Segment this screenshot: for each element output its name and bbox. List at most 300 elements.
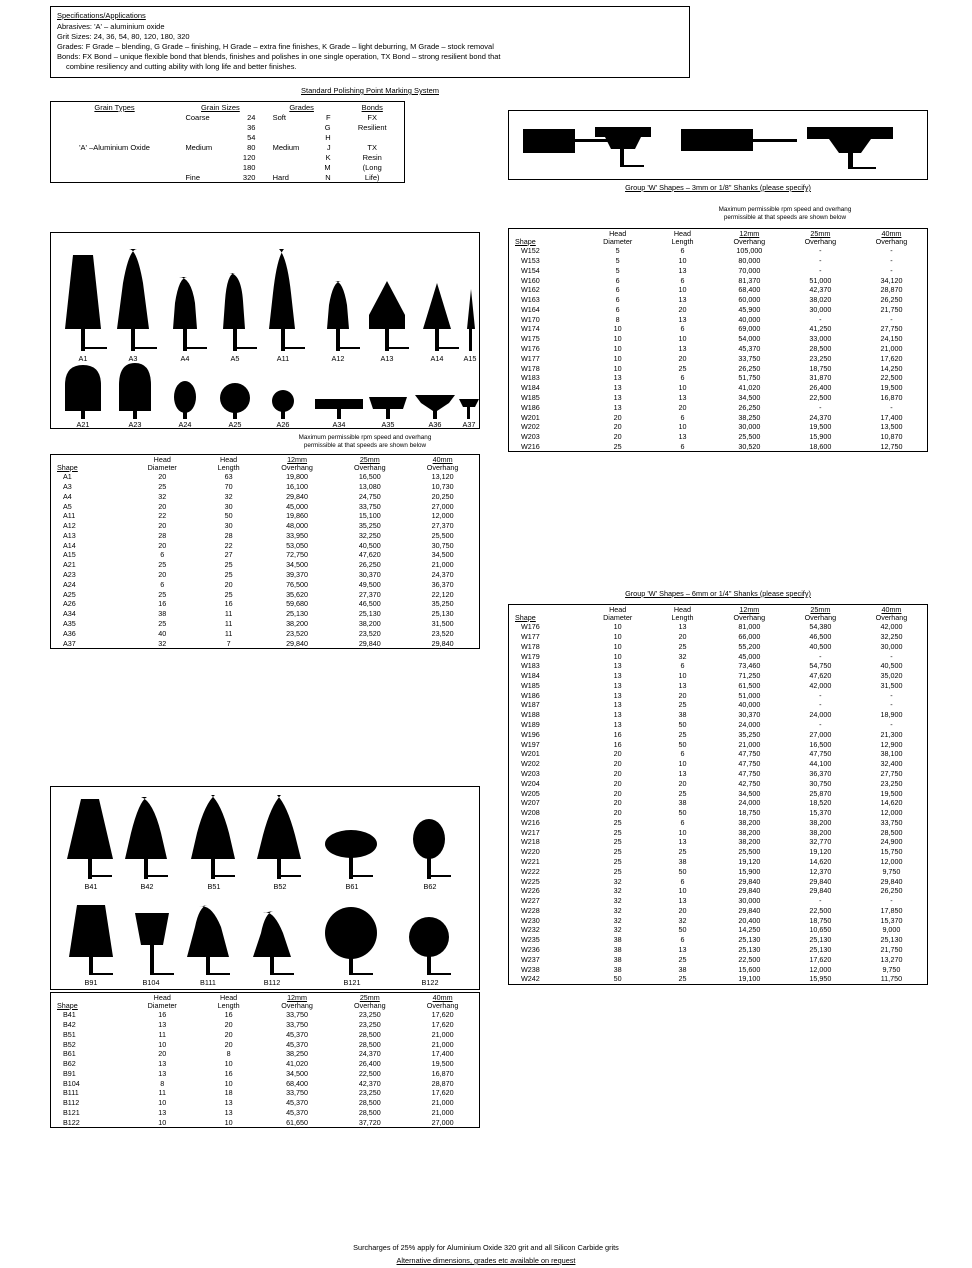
table-a-body [51, 472, 479, 648]
cell-overhang-25mm: 12,370 [809, 866, 832, 876]
cell-overhang-40mm: - [890, 314, 893, 324]
cell-overhang-40mm: 35,250 [431, 599, 454, 609]
cell-head-length: 32 [224, 491, 233, 501]
cell-head-length: 28 [224, 530, 233, 540]
table-w6mm [508, 604, 928, 985]
cell-shape: A13 [63, 530, 76, 540]
cell-overhang-12mm: 30,520 [738, 441, 761, 451]
table-row [509, 876, 927, 886]
cell-shape: W188 [521, 710, 540, 720]
cell-shape: A21 [63, 560, 76, 570]
cell-overhang-25mm: 51,000 [809, 275, 832, 285]
cell-overhang-25mm: 32,250 [358, 530, 381, 540]
cell-overhang-12mm: 61,500 [738, 680, 761, 690]
cell-shape: W178 [521, 641, 540, 651]
table-row [509, 788, 927, 798]
cell-head-length: 13 [678, 768, 687, 778]
cell-head-length: 63 [224, 472, 233, 482]
cell-shape: W204 [521, 778, 540, 788]
cell-shape: W154 [521, 265, 540, 275]
cell-head-diameter: 10 [613, 334, 622, 344]
cell-overhang-12mm: 45,370 [286, 1029, 309, 1039]
cell-overhang-40mm: 27,000 [431, 1117, 454, 1127]
cell-head-length: 6 [680, 412, 685, 422]
cell-overhang-40mm: - [890, 720, 893, 730]
cell-overhang-40mm: 25,130 [431, 609, 454, 619]
table-row [51, 619, 479, 629]
cell-head-length: 10 [224, 1059, 233, 1069]
cell-head-diameter: 32 [613, 915, 622, 925]
cell-overhang-12mm: 19,800 [286, 472, 309, 482]
cell-overhang-12mm: 29,840 [286, 638, 309, 648]
a-shapes-figure [50, 232, 480, 429]
table-row [509, 827, 927, 837]
svg-text:A3: A3 [128, 354, 138, 363]
table-row: Coarse 24 Soft F FX [185, 112, 378, 122]
cell-overhang-40mm: 33,750 [880, 817, 903, 827]
cell-overhang-25mm: 46,500 [358, 599, 381, 609]
cell-head-diameter: 20 [158, 1049, 167, 1059]
cell-overhang-12mm: 25,130 [738, 945, 761, 955]
cell-overhang-40mm: 12,000 [880, 808, 903, 818]
table-row [509, 383, 927, 393]
table-row [509, 700, 927, 710]
cell-overhang-40mm: 38,100 [880, 749, 903, 759]
cell-overhang-40mm: 9,750 [882, 964, 901, 974]
table-row [509, 314, 927, 324]
cell-overhang-25mm: 25,130 [809, 945, 832, 955]
cell-overhang-25mm: 31,870 [809, 373, 832, 383]
cell-overhang-40mm: 32,400 [880, 759, 903, 769]
cell-overhang-40mm: 29,840 [431, 638, 454, 648]
svg-text:B52: B52 [273, 882, 287, 891]
cell-overhang-25mm: 30,000 [809, 304, 832, 314]
cell-shape: B111 [63, 1088, 79, 1098]
cell-overhang-25mm: 42,000 [809, 680, 832, 690]
cell-head-diameter: 10 [158, 1039, 167, 1049]
cell-head-diameter: 13 [613, 671, 622, 681]
cell-overhang-12mm: 72,750 [286, 550, 309, 560]
cell-head-diameter: 6 [615, 304, 620, 314]
cell-head-length: 6 [680, 441, 685, 451]
cell-shape: A3 [63, 482, 72, 492]
cell-overhang-25mm: 35,250 [358, 521, 381, 531]
cell-overhang-40mm: 21,000 [431, 1039, 454, 1049]
cell-head-length: 50 [678, 720, 687, 730]
cell-head-diameter: 22 [158, 511, 167, 521]
w-shapes-3mm-caption: Group 'W' Shapes – 3mm or 1/8" Shanks (please specify) [625, 183, 811, 192]
cell-overhang-12mm: 40,000 [738, 700, 761, 710]
cell-overhang-40mm: - [890, 256, 893, 266]
cell-head-length: 27 [224, 550, 233, 560]
cell-head-length: 6 [680, 324, 685, 334]
table-row [509, 778, 927, 788]
cell-head-length: 13 [678, 945, 687, 955]
cell-head-diameter: 20 [158, 521, 167, 531]
cell-overhang-25mm: 26,250 [358, 560, 381, 570]
cell-overhang-25mm: 29,840 [809, 876, 832, 886]
cell-overhang-40mm: 27,750 [880, 768, 903, 778]
cell-overhang-25mm: 40,500 [809, 641, 832, 651]
cell-overhang-12mm: 68,400 [738, 285, 761, 295]
cell-head-length: 11 [224, 609, 233, 619]
cell-head-length: 25 [678, 954, 687, 964]
cell-head-length: 10 [678, 256, 687, 266]
cell-overhang-40mm: 28,870 [880, 285, 903, 295]
table-row [509, 432, 927, 442]
cell-overhang-12mm: 30,370 [738, 710, 761, 720]
cell-overhang-12mm: 16,100 [286, 482, 309, 492]
cell-overhang-12mm: 30,000 [738, 422, 761, 432]
cell-overhang-12mm: 38,200 [286, 618, 309, 628]
cell-shape: W184 [521, 671, 540, 681]
table-row [509, 935, 927, 945]
cell-overhang-12mm: 45,900 [738, 304, 761, 314]
cell-shape: W186 [521, 690, 540, 700]
marking-system-title-text: Standard Polishing Point Marking System [301, 86, 439, 95]
cell-overhang-12mm: 29,840 [286, 491, 309, 501]
cell-overhang-12mm: 59,680 [286, 599, 309, 609]
table-row [51, 1078, 479, 1088]
cell-overhang-40mm: 21,000 [880, 344, 903, 354]
cell-overhang-12mm: 21,000 [738, 739, 761, 749]
svg-text:A24: A24 [178, 420, 192, 428]
cell-shape: W232 [521, 925, 540, 935]
cell-overhang-40mm: 27,000 [431, 501, 454, 511]
table-row [51, 1098, 479, 1108]
cell-overhang-12mm: 60,000 [738, 295, 761, 305]
cell-overhang-25mm: 42,370 [809, 285, 832, 295]
cell-overhang-25mm: - [819, 720, 822, 730]
cell-overhang-25mm: - [819, 690, 822, 700]
cell-head-length: 25 [678, 788, 687, 798]
specifications-box [50, 6, 690, 78]
cell-shape: W197 [521, 739, 540, 749]
table-row [509, 412, 927, 422]
cell-head-diameter: 13 [158, 1068, 167, 1078]
table-row [51, 540, 479, 550]
svg-text:A5: A5 [230, 354, 240, 363]
cell-head-diameter: 20 [613, 798, 622, 808]
table-row: 180 M (Long [242, 162, 382, 172]
svg-text:A35: A35 [381, 420, 395, 428]
cell-shape: W153 [521, 256, 540, 266]
cell-overhang-12mm: 19,120 [738, 856, 761, 866]
cell-overhang-12mm: 40,000 [738, 314, 761, 324]
table-row [51, 1108, 479, 1118]
cell-overhang-25mm: - [819, 700, 822, 710]
table-row [509, 964, 927, 974]
cell-head-diameter: 20 [613, 412, 622, 422]
cell-head-diameter: 25 [158, 482, 167, 492]
cell-overhang-25mm: 47,620 [809, 671, 832, 681]
cell-overhang-25mm: 49,500 [358, 579, 381, 589]
cell-overhang-12mm: 53,050 [286, 540, 309, 550]
cell-head-diameter: 16 [158, 1010, 167, 1020]
svg-text:B112: B112 [263, 978, 281, 987]
cell-shape: W177 [521, 353, 540, 363]
svg-text:A36: A36 [428, 420, 442, 428]
table-row [509, 441, 927, 451]
cell-shape: A26 [63, 599, 76, 609]
cell-overhang-40mm: 21,000 [431, 1098, 454, 1108]
table-w3mm [508, 228, 928, 452]
cell-overhang-40mm: 35,020 [880, 671, 903, 681]
cell-head-diameter: 32 [613, 905, 622, 915]
cell-overhang-40mm: 17,620 [431, 1010, 454, 1020]
table-row [509, 739, 927, 749]
table-row [509, 622, 927, 632]
svg-text:A12: A12 [331, 354, 345, 363]
cell-overhang-12mm: 45,370 [286, 1108, 309, 1118]
cell-overhang-25mm: 33,000 [809, 334, 832, 344]
cell-overhang-40mm: 27,750 [880, 324, 903, 334]
cell-overhang-25mm: 14,620 [809, 856, 832, 866]
cell-head-length: 10 [678, 383, 687, 393]
table-row [51, 1117, 479, 1127]
cell-overhang-25mm: 18,520 [809, 798, 832, 808]
cell-overhang-40mm: 14,620 [880, 798, 903, 808]
cell-overhang-12mm: 23,520 [286, 628, 309, 638]
cell-overhang-40mm: 17,620 [431, 1020, 454, 1030]
cell-overhang-12mm: 24,000 [738, 720, 761, 730]
table-row [51, 531, 479, 541]
cell-shape: B122 [63, 1117, 80, 1127]
spec-line-abrasives: Abrasives: 'A' – aluminium oxide [57, 22, 165, 31]
marking-header-grain-sizes: Grain Sizes [201, 102, 240, 112]
cell-overhang-25mm: 29,840 [809, 886, 832, 896]
cell-overhang-40mm: 25,500 [431, 530, 454, 540]
cell-overhang-12mm: 68,400 [286, 1078, 309, 1088]
cell-head-length: 25 [678, 974, 687, 984]
cell-head-length: 70 [224, 482, 233, 492]
cell-head-diameter: 13 [613, 690, 622, 700]
svg-text:B91: B91 [84, 978, 98, 987]
cell-overhang-12mm: 29,840 [738, 886, 761, 896]
cell-overhang-12mm: 38,250 [286, 1049, 309, 1059]
cell-overhang-40mm: 21,750 [880, 304, 903, 314]
cell-overhang-25mm: 19,120 [809, 847, 832, 857]
svg-text:B61: B61 [345, 882, 359, 891]
marking-system-title [50, 86, 690, 95]
cell-head-length: 10 [678, 285, 687, 295]
cell-shape: A14 [63, 540, 76, 550]
cell-head-length: 20 [224, 579, 233, 589]
table-row [51, 1088, 479, 1098]
table-row [509, 402, 927, 412]
cell-head-length: 7 [226, 638, 231, 648]
cell-head-length: 13 [224, 1108, 233, 1118]
cell-overhang-40mm: - [890, 651, 893, 661]
cell-shape: W218 [521, 837, 540, 847]
table-row [509, 837, 927, 847]
cell-head-length: 10 [224, 1078, 233, 1088]
cell-head-length: 32 [678, 651, 687, 661]
cell-overhang-12mm: 34,500 [738, 392, 761, 402]
cell-overhang-25mm: 23,250 [358, 1020, 381, 1030]
cell-head-diameter: 8 [160, 1078, 165, 1088]
cell-overhang-40mm: 28,870 [431, 1078, 454, 1088]
table-row [509, 769, 927, 779]
cell-overhang-12mm: 81,370 [738, 275, 761, 285]
table-b-shapes [50, 992, 480, 1128]
svg-text:B41: B41 [84, 882, 98, 891]
cell-head-diameter: 13 [613, 392, 622, 402]
cell-head-length: 6 [680, 373, 685, 383]
table-row [509, 974, 927, 984]
cell-overhang-25mm: 28,500 [809, 344, 832, 354]
cell-shape: B52 [63, 1039, 76, 1049]
cell-shape: W216 [521, 817, 540, 827]
cell-overhang-40mm: 19,500 [431, 1059, 454, 1069]
cell-overhang-25mm: 47,750 [809, 749, 832, 759]
cell-head-length: 6 [680, 246, 685, 256]
cell-head-diameter: 13 [613, 383, 622, 393]
cell-shape: W178 [521, 363, 540, 373]
cell-overhang-40mm: 19,500 [880, 383, 903, 393]
table-row [509, 265, 927, 275]
cell-head-length: 20 [678, 905, 687, 915]
cell-shape: B121 [63, 1108, 80, 1118]
cell-overhang-12mm: 47,750 [738, 759, 761, 769]
cell-head-length: 25 [678, 847, 687, 857]
svg-text:A25: A25 [228, 420, 242, 428]
cell-overhang-40mm: 24,900 [880, 837, 903, 847]
cell-shape: A36 [63, 628, 76, 638]
cell-shape: W230 [521, 915, 540, 925]
cell-shape: B42 [63, 1020, 76, 1030]
table-w3mm-body [509, 246, 927, 451]
cell-head-diameter: 20 [613, 808, 622, 818]
cell-head-diameter: 8 [615, 314, 620, 324]
cell-overhang-25mm: 22,500 [809, 905, 832, 915]
table-row [509, 305, 927, 315]
cell-overhang-40mm: 20,250 [431, 491, 454, 501]
cell-head-diameter: 25 [613, 817, 622, 827]
cell-overhang-12mm: 25,130 [286, 609, 309, 619]
cell-head-length: 6 [680, 661, 685, 671]
cell-head-diameter: 13 [158, 1059, 167, 1069]
table-row [509, 817, 927, 827]
cell-overhang-12mm: 35,620 [286, 589, 309, 599]
table-row [509, 857, 927, 867]
cell-head-diameter: 32 [613, 876, 622, 886]
cell-head-length: 20 [224, 1029, 233, 1039]
cell-head-length: 50 [678, 808, 687, 818]
cell-head-diameter: 25 [613, 827, 622, 837]
table-row [51, 1039, 479, 1049]
cell-overhang-40mm: 23,520 [431, 628, 454, 638]
table-row [509, 641, 927, 651]
table-row [51, 521, 479, 531]
cell-overhang-25mm: 38,200 [358, 618, 381, 628]
cell-overhang-12mm: 69,000 [738, 324, 761, 334]
cell-overhang-12mm: 47,750 [738, 749, 761, 759]
cell-overhang-25mm: 28,500 [358, 1098, 381, 1108]
cell-overhang-25mm: - [819, 314, 822, 324]
cell-head-diameter: 13 [613, 720, 622, 730]
svg-text:B121: B121 [343, 978, 361, 987]
cell-head-diameter: 6 [160, 579, 165, 589]
cell-overhang-12mm: 61,650 [286, 1117, 309, 1127]
cell-overhang-12mm: 33,950 [286, 530, 309, 540]
cell-overhang-12mm: 105,000 [736, 246, 763, 256]
cell-head-length: 25 [224, 570, 233, 580]
cell-shape: W170 [521, 314, 540, 324]
cell-overhang-40mm: 42,000 [880, 622, 903, 632]
cell-overhang-12mm: 45,000 [286, 501, 309, 511]
spec-line-grades: Grades: F Grade – blending, G Grade – finishing, H Grade – extra fine finishes, K Grade – light deburring, M Grade – stock removal [57, 41, 494, 51]
cell-head-diameter: 38 [613, 935, 622, 945]
cell-shape: A23 [63, 570, 76, 580]
cell-overhang-25mm: 15,900 [809, 432, 832, 442]
cell-shape: W175 [521, 334, 540, 344]
cell-overhang-12mm: 26,250 [738, 363, 761, 373]
cell-overhang-12mm: 29,840 [738, 876, 761, 886]
cell-head-diameter: 32 [158, 491, 167, 501]
cell-overhang-25mm: 32,770 [809, 837, 832, 847]
table-row [509, 422, 927, 432]
cell-overhang-25mm: 24,370 [358, 1049, 381, 1059]
table-row [509, 915, 927, 925]
cell-shape: W202 [521, 759, 540, 769]
cell-shape: A34 [63, 609, 76, 619]
cell-overhang-40mm: 16,870 [880, 392, 903, 402]
rpm-note-w3: Maximum permissible rpm speed and overhang permissible at that speeds are shown below [718, 206, 852, 221]
cell-head-length: 18 [224, 1088, 233, 1098]
cell-shape: W203 [521, 768, 540, 778]
cell-shape: B51 [63, 1029, 76, 1039]
cell-overhang-25mm: 23,250 [358, 1088, 381, 1098]
cell-overhang-25mm: 15,370 [809, 808, 832, 818]
cell-overhang-25mm: 16,500 [809, 739, 832, 749]
cell-head-diameter: 20 [158, 472, 167, 482]
cell-head-diameter: 38 [158, 609, 167, 619]
cell-shape: W216 [521, 441, 540, 451]
cell-shape: B61 [63, 1049, 76, 1059]
cell-head-diameter: 11 [158, 1088, 166, 1098]
cell-shape: W183 [521, 373, 540, 383]
cell-overhang-40mm: 15,750 [880, 847, 903, 857]
w-shapes-figure [508, 110, 928, 180]
cell-overhang-25mm: 23,250 [358, 1010, 381, 1020]
cell-shape: W176 [521, 344, 540, 354]
table-row [509, 393, 927, 403]
cell-overhang-12mm: 34,500 [738, 788, 761, 798]
cell-overhang-12mm: 25,500 [738, 432, 761, 442]
table-row [509, 729, 927, 739]
cell-overhang-12mm: 35,250 [738, 729, 761, 739]
cell-head-diameter: 10 [613, 641, 622, 651]
table-row [51, 1020, 479, 1030]
cell-overhang-12mm: 20,400 [738, 915, 761, 925]
cell-shape: W186 [521, 402, 540, 412]
cell-head-diameter: 6 [160, 550, 165, 560]
cell-overhang-12mm: 14,250 [738, 925, 761, 935]
cell-overhang-25mm: 22,500 [809, 392, 832, 402]
cell-head-length: 20 [224, 1020, 233, 1030]
table-row [509, 866, 927, 876]
cell-overhang-40mm: 24,370 [431, 570, 454, 580]
cell-overhang-12mm: 22,500 [738, 954, 761, 964]
table-row [509, 256, 927, 266]
cell-shape: W163 [521, 295, 540, 305]
cell-shape: B41 [63, 1010, 76, 1020]
svg-text:B104: B104 [142, 978, 160, 987]
cell-overhang-40mm: 11,750 [880, 974, 903, 984]
table-header-row: Shape Head Diameter Head Length 12mm Overhang 25mm Overhang 40mm Overhang [57, 993, 459, 1010]
table-w6mm-body [509, 622, 927, 984]
